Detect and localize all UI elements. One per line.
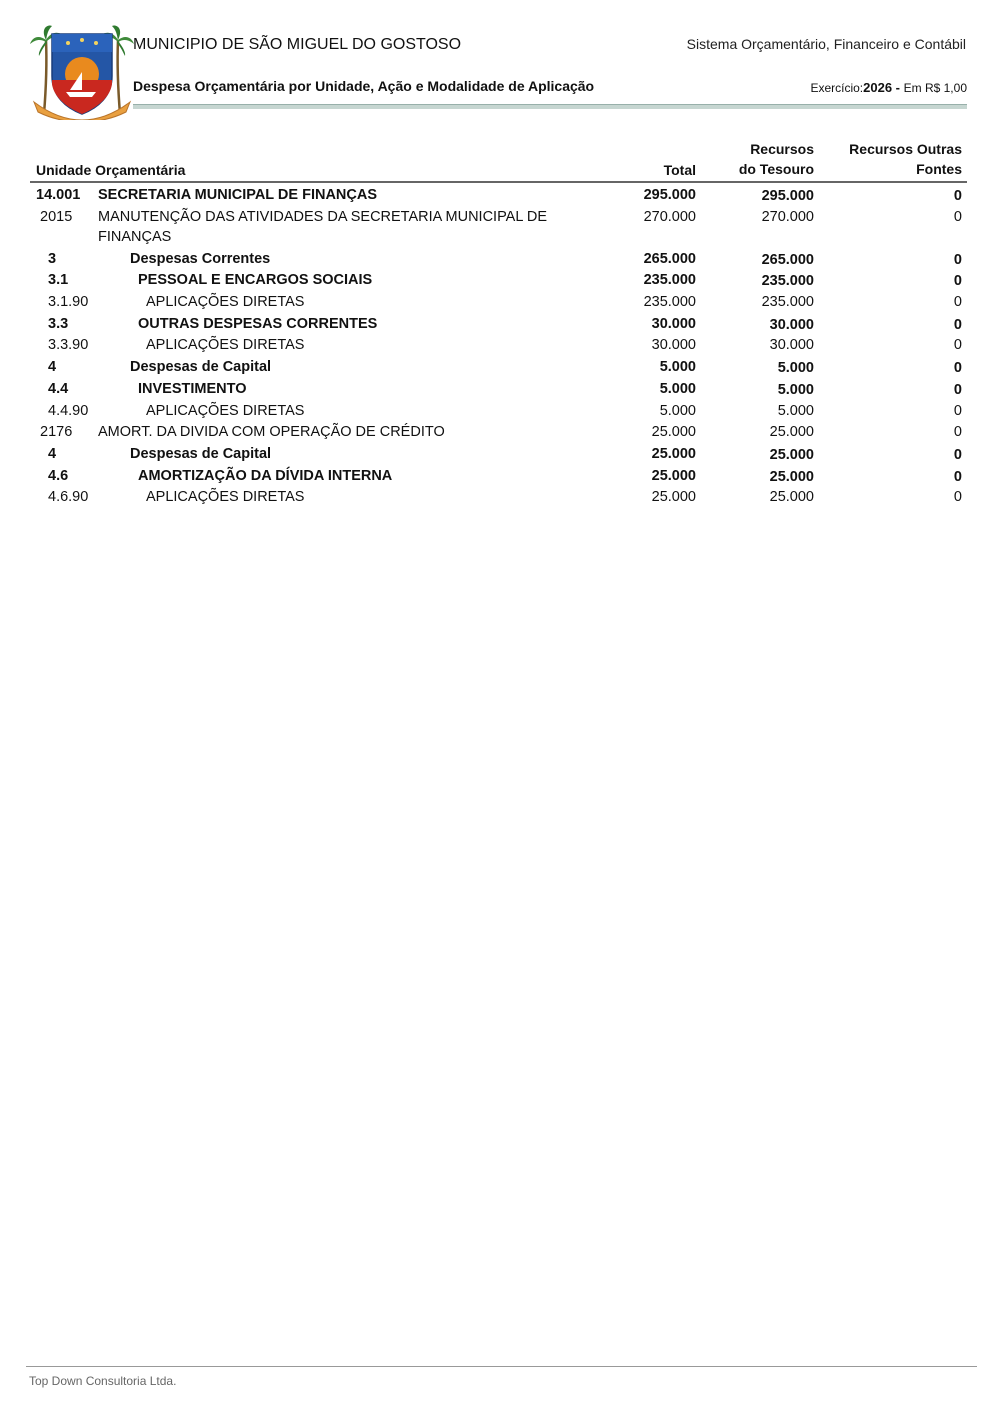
row-tesouro: 5.000 [777, 360, 814, 377]
row-total: 235.000 [643, 272, 696, 289]
table-row [30, 205, 967, 247]
row-description: APLICAÇÕES DIRETAS [146, 402, 305, 419]
table-row [30, 247, 967, 269]
row-outras-fontes: 0 [953, 381, 962, 398]
row-total: 265.000 [643, 250, 696, 267]
row-code: 2176 [40, 424, 73, 441]
column-header-tesouro [739, 139, 814, 179]
row-tesouro: 25.000 [769, 424, 814, 441]
column-header-outras-line2: Fontes [916, 161, 962, 177]
currency-separator: - [892, 80, 904, 95]
row-tesouro: 5.000 [777, 381, 814, 398]
row-tesouro: 30.000 [769, 316, 814, 333]
row-code: 2015 [40, 208, 73, 225]
table-header [30, 139, 967, 183]
row-outras-fontes: 0 [953, 489, 962, 506]
row-total: 5.000 [659, 402, 696, 419]
row-tesouro: 295.000 [761, 188, 814, 204]
row-code: 14.001 [36, 187, 81, 203]
table-row [30, 399, 967, 421]
row-code: 4.6.90 [48, 489, 89, 506]
table-row [30, 355, 967, 377]
row-code: 3.3 [48, 315, 69, 332]
row-code: 3.1.90 [48, 294, 89, 311]
table-row [30, 290, 967, 312]
row-description: AMORT. DA DIVIDA COM OPERAÇÃO DE CRÉDITO [98, 424, 445, 441]
shield-icon [52, 34, 112, 114]
row-tesouro: 265.000 [761, 251, 814, 268]
table-body [30, 183, 967, 507]
row-tesouro: 235.000 [761, 273, 814, 290]
row-total: 30.000 [651, 315, 696, 332]
row-description: Despesas de Capital [130, 359, 272, 376]
report-title: Despesa Orçamentária por Unidade, Ação e Modalidade de Aplicação [133, 78, 595, 94]
row-total: 25.000 [651, 467, 696, 484]
row-description: APLICAÇÕES DIRETAS [146, 294, 305, 311]
table-row [30, 333, 967, 355]
column-header-outras-fontes [849, 139, 962, 179]
table-row [30, 442, 967, 464]
row-tesouro: 235.000 [761, 294, 814, 311]
row-outras-fontes: 0 [953, 446, 962, 463]
row-tesouro: 25.000 [769, 489, 814, 506]
row-description: PESSOAL E ENCARGOS SOCIAIS [138, 272, 373, 289]
footer-divider [26, 1366, 977, 1367]
row-outras-fontes: 0 [953, 337, 962, 354]
row-tesouro: 30.000 [769, 337, 814, 354]
row-description: APLICAÇÕES DIRETAS [146, 337, 305, 354]
row-code: 4 [48, 359, 57, 376]
table-row [30, 312, 967, 334]
row-description: OUTRAS DESPESAS CORRENTES [138, 315, 378, 332]
column-header-outras-line1: Recursos Outras [849, 141, 962, 157]
row-code: 3.1 [48, 272, 69, 289]
row-tesouro: 25.000 [769, 446, 814, 463]
table-row [30, 183, 967, 205]
row-outras-fontes: 0 [953, 468, 962, 485]
row-outras-fontes: 0 [953, 251, 962, 268]
row-outras-fontes: 0 [953, 360, 962, 377]
row-outras-fontes: 0 [953, 402, 962, 419]
row-code: 4.4.90 [48, 402, 89, 419]
row-description: SECRETARIA MUNICIPAL DE FINANÇAS [98, 187, 377, 203]
row-description: MANUTENÇÃO DAS ATIVIDADES DA SECRETARIA MUNICIPAL DE FINANÇAS [98, 208, 548, 245]
municipal-coat-of-arms-logo [30, 24, 134, 120]
row-description: Despesas Correntes [130, 250, 271, 267]
row-description: AMORTIZAÇÃO DA DÍVIDA INTERNA [138, 467, 393, 484]
exercicio-year: 2026 [863, 80, 893, 95]
row-tesouro: 25.000 [769, 468, 814, 485]
currency-unit: Em R$ 1,00 [903, 81, 967, 95]
row-total: 270.000 [643, 208, 696, 225]
system-name: Sistema Orçamentário, Financeiro e Contábil [686, 36, 966, 52]
row-code: 3.3.90 [48, 337, 89, 354]
row-description: Despesas de Capital [130, 445, 272, 462]
row-description: INVESTIMENTO [138, 380, 247, 397]
column-header-total: Total [663, 162, 696, 178]
row-outras-fontes: 0 [953, 316, 962, 333]
row-total: 25.000 [651, 445, 696, 462]
municipality-name: MUNICIPIO DE SÃO MIGUEL DO GOSTOSO [133, 36, 462, 53]
footer-company: Top Down Consultoria Ltda. [29, 1374, 177, 1388]
row-outras-fontes: 0 [953, 424, 962, 441]
row-total: 5.000 [659, 380, 696, 397]
row-tesouro: 270.000 [761, 208, 814, 225]
row-code: 3 [48, 250, 57, 267]
column-header-tesouro-line2: do Tesouro [738, 161, 814, 177]
row-tesouro: 5.000 [777, 402, 814, 419]
column-header-tesouro-line1: Recursos [750, 141, 814, 157]
row-total: 295.000 [643, 187, 696, 203]
row-total: 25.000 [651, 489, 696, 506]
row-outras-fontes: 0 [953, 188, 962, 204]
column-header-unit: Unidade Orçamentária [36, 162, 186, 178]
row-code: 4.6 [48, 467, 69, 484]
exercicio-label: Exercício: [810, 81, 864, 95]
row-total: 30.000 [651, 337, 696, 354]
table-row [30, 485, 967, 507]
row-description: APLICAÇÕES DIRETAS [146, 489, 305, 506]
table-row [30, 268, 967, 290]
row-total: 235.000 [643, 294, 696, 311]
row-code: 4 [48, 445, 57, 462]
row-outras-fontes: 0 [953, 208, 962, 225]
row-code: 4.4 [48, 380, 69, 397]
row-total: 5.000 [659, 359, 696, 376]
header-divider [133, 104, 967, 109]
exercicio-info [810, 80, 967, 95]
table-row [30, 377, 967, 399]
table-row [30, 420, 967, 442]
row-outras-fontes: 0 [953, 273, 962, 290]
row-outras-fontes: 0 [953, 294, 962, 311]
table-row [30, 464, 967, 486]
row-total: 25.000 [651, 424, 696, 441]
